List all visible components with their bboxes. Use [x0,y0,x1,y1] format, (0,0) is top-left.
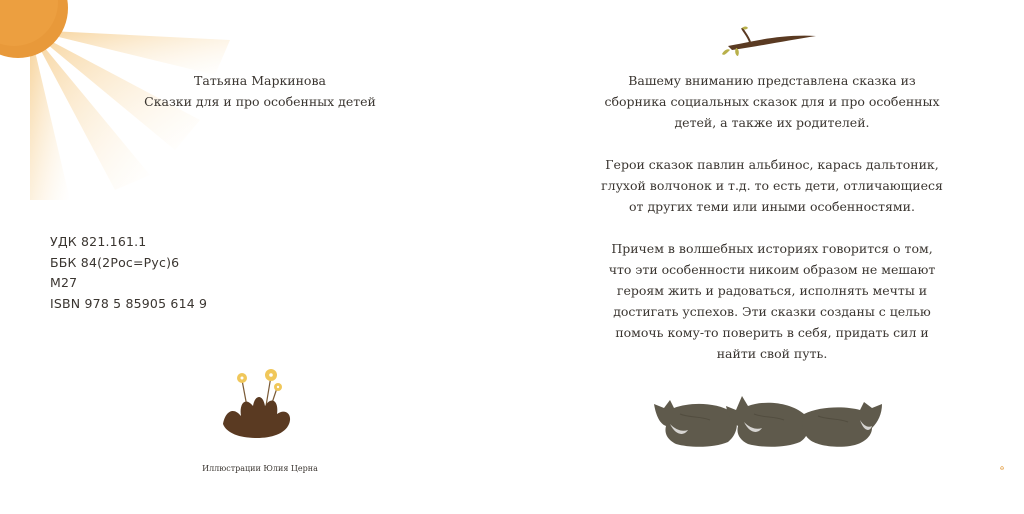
text-line: детей, а также их родителей. [674,115,870,130]
text-line: от других теми или иными особенностями. [629,199,915,214]
text-line: найти свой путь. [716,346,828,361]
text-line: сборника социальных сказок для и про особенных [604,94,940,109]
description-text [580,70,964,385]
isbn: ISBN 978 5 85905 614 9 [50,295,208,311]
book-title: Сказки для и про особенных детей [144,94,376,109]
text-line: что эти особенности никоим образом не мешают [608,262,936,277]
flower-illustration [215,366,299,440]
paragraph-heroes [580,154,964,217]
wolf-pup-icon [654,400,737,447]
text-line: глухой волчонок и т.д. то есть дети, отличающиеся [601,178,943,193]
text-line: Герои сказок павлин альбинос, карась дальтоник, [605,157,939,172]
text-line: героям жить и радоваться, исполнять мечты и [616,283,928,298]
bibliographic-info [50,232,207,314]
author-name: Татьяна Маркинова [194,73,326,88]
leaves-icon [223,397,290,438]
text-line: помочь кому-то поверить в себя, придать сил и [615,325,929,340]
udk-code: УДК 821.161.1 [50,234,147,249]
branch-illustration [720,24,820,58]
text-line: достигать успехов. Эти сказки созданы с целью [613,304,931,319]
wolf-pups-illustration [650,390,886,452]
wolf-pup-icon [802,402,882,447]
illustrator-credit: Иллюстрации Юлия Церна [202,464,318,473]
bbk-code: ББК 84(2Рос=Рус)6 [50,254,180,270]
text-line: Причем в волшебных историях говорится о том, [611,241,933,256]
title-block [80,70,440,112]
paragraph-intro [580,70,964,133]
author-mark: М27 [50,275,78,290]
wolf-pup-icon [726,396,809,447]
publisher-logo: Ф [998,466,1004,471]
paragraph-purpose [580,238,964,364]
text-line: Вашему вниманию представлена сказка из [628,73,916,88]
